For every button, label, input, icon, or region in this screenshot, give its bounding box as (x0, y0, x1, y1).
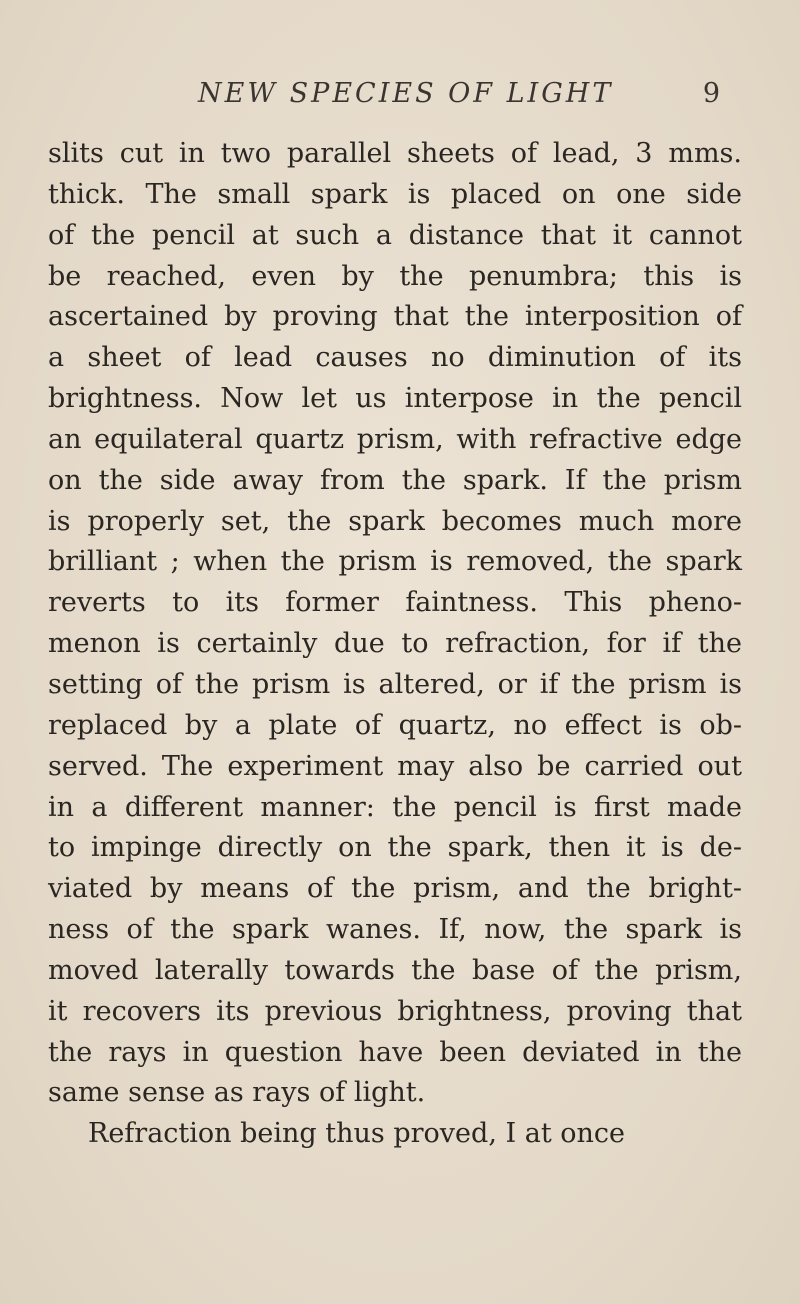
text-line: brightness. Now let us interpose in the pencil (48, 383, 742, 415)
text-line: the rays in question have been deviated in the (48, 1036, 742, 1068)
page-number: 9 (702, 78, 720, 109)
text-line: is properly set, the spark becomes much more (48, 505, 742, 537)
text-line: a sheet of lead causes no diminution of its (48, 342, 742, 374)
text-line: setting of the prism is altered, or if the prism is (48, 668, 742, 700)
text-line: replaced by a plate of quartz, no effect is ob- (48, 709, 742, 741)
running-head (38, 78, 760, 118)
text-line: menon is certainly due to refraction, for if the (48, 628, 742, 660)
text-line: slits cut in two parallel sheets of lead, 3 mms. (48, 138, 742, 169)
text-line: in a different manner: the pencil is first made (48, 791, 742, 823)
running-title: NEW SPECIES OF LIGHT (198, 78, 614, 109)
text-line: reverts to its former faintness. This pheno- (48, 587, 742, 619)
body-text (48, 134, 742, 1155)
text-line: an equilateral quartz prism, with refractive edge (48, 423, 742, 455)
text-line: on the side away from the spark. If the prism (48, 464, 742, 496)
text-line: brilliant ; when the prism is removed, the spark (48, 546, 742, 578)
text-line: to impinge directly on the spark, then it is de- (48, 832, 742, 864)
text-line: of the pencil at such a distance that it cannot (48, 219, 742, 251)
text-line: moved laterally towards the base of the prism, (48, 954, 742, 986)
text-line: viated by means of the prism, and the bright- (48, 873, 742, 905)
text-line: be reached, even by the penumbra; this is (48, 260, 742, 292)
text-line: ness of the spark wanes. If, now, the spark is (48, 914, 742, 946)
text-line: ascertained by proving that the interposition of (48, 301, 742, 333)
text-line: it recovers its previous brightness, proving that (48, 995, 742, 1027)
text-line-paragraph-start: Refraction being thus proved, I at once (88, 1118, 626, 1150)
text-line: thick. The small spark is placed on one side (48, 178, 742, 210)
text-line: served. The experiment may also be carried out (48, 750, 742, 782)
text-line-paragraph-end: same sense as rays of light. (48, 1077, 426, 1109)
